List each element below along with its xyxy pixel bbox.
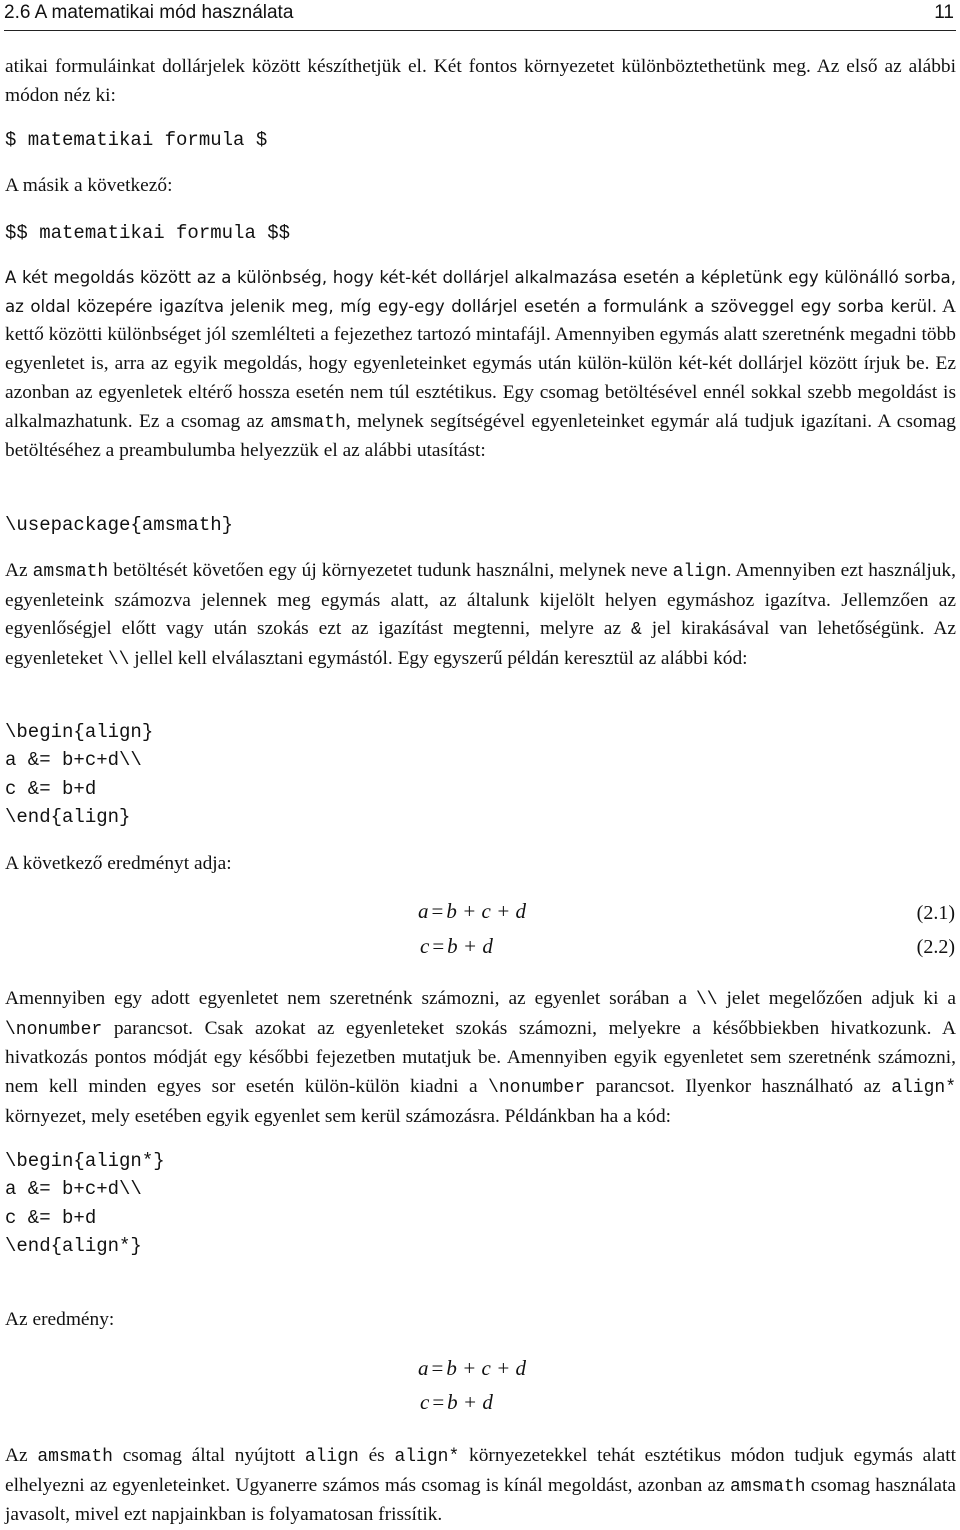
equation-4 <box>420 1390 493 1415</box>
eq-equals: = <box>432 1390 445 1414</box>
eq-lhs: a <box>418 899 429 923</box>
paragraph-align-env <box>5 557 956 675</box>
text: csomag használata javasolt, mivel ezt napjainkban is folyamatosan frissítik. <box>5 1474 956 1526</box>
paragraph-conclusion <box>5 1442 956 1530</box>
code-amsmath: amsmath <box>32 562 109 582</box>
code-ampersand: & <box>630 620 642 641</box>
eq-rhs: b + d <box>447 1390 493 1414</box>
code-align-star-line-4: \end{align*} <box>5 1235 142 1257</box>
text: környezetekkel tehát esztétikus módon tudjuk egymás alatt elhelyezni az egyenleteinket. Ugyanerre számos más csomag is kínál megoldást, azonban az <box>5 1445 956 1496</box>
text: és <box>358 1445 395 1466</box>
code-display-math: $$ matematikai formula $$ <box>5 222 291 244</box>
eq-equals: = <box>432 934 445 958</box>
paragraph-intro: atikai formuláinkat dollárjelek között készíthetjük el. Két fontos környezetet különböztethetünk meg. Az első az alábbi módon néz ki: <box>5 56 956 106</box>
text: jelet megelőzően adjuk ki a <box>717 988 957 1009</box>
paragraph-nonumber <box>5 985 956 1132</box>
paragraph-result-intro: A következő eredményt adja: <box>5 853 232 874</box>
text: . Amennyiben ezt használjuk, egyenleteink számozva jelennek meg egymás alatt, az általunk kijelölt helyen egymáshoz igazítva. Jellemzően az egyenlőségjel előtt vagy után szokás ezt az igazítást megtenni, melyre az <box>5 560 956 640</box>
text: környezet, mely esetében egyik egyenlet sem kerül számozásra. Példánkban ha a kód: <box>5 1105 672 1127</box>
code-double-backslash: \\ <box>107 650 130 671</box>
code-double-backslash: \\ <box>695 990 718 1010</box>
eq-lhs: c <box>420 1390 430 1414</box>
text: jel kirakásával van lehetőségünk. Az egyenleteket <box>5 618 956 670</box>
code-align: align <box>672 562 727 582</box>
text: parancsot. Csak azokat az egyenleteket szokás számozni, melyekre a későbbiekben hivatkozunk. A hivatkozás pontos módját egy későbbi fejezetben mutatjuk be. Amennyiben egyik egyenletet sem szeretnénk számozni, nem kell minden egyes sor esetén külön-külön kiadni a <box>5 1017 956 1098</box>
code-align: align <box>304 1447 359 1467</box>
code-align-line-1: \begin{align} <box>5 721 154 743</box>
text: parancsot. Ilyenkor használható az <box>585 1076 892 1098</box>
eq-rhs: b + d <box>447 934 493 958</box>
paragraph-second: A másik a következő: <box>5 175 173 196</box>
code-amsmath: amsmath <box>729 1476 806 1497</box>
page-number: 11 <box>934 2 954 23</box>
paragraph-result-label: Az eredmény: <box>5 1309 115 1330</box>
equation-1 <box>418 899 526 924</box>
paragraph-difference <box>5 264 956 466</box>
running-header <box>4 0 956 31</box>
code-align-star-line-3: c &= b+d <box>5 1207 97 1229</box>
code-align-star-line-1: \begin{align*} <box>5 1150 165 1172</box>
eq-equals: = <box>431 1356 444 1380</box>
code-align-line-3: c &= b+d <box>5 778 97 800</box>
equation-number-2: (2.2) <box>916 936 955 958</box>
text: , melynek segítségével egyenleteinket egymár alá tudjuk igazítani. A csomag betöltéséhez a preambulumba helyezzük el az alábbi utasítást: <box>5 410 956 462</box>
eq-rhs: b + c + d <box>446 1356 527 1380</box>
section-title: 2.6 A matematikai mód használata <box>4 2 294 23</box>
text: Amennyiben egy adott egyenletet nem szeretnénk számozni, az egyenlet sorában a <box>5 988 696 1009</box>
code-nonumber: \nonumber <box>488 1078 586 1099</box>
code-inline-math: $ matematikai formula $ <box>5 129 268 151</box>
code-amsmath: amsmath <box>270 412 346 433</box>
eq-lhs: a <box>418 1356 429 1380</box>
equation-number-1: (2.1) <box>916 902 955 924</box>
text: Az <box>5 1445 38 1466</box>
code-align-star-line-2: a &= b+c+d\\ <box>5 1178 142 1200</box>
eq-rhs: b + c + d <box>446 899 527 923</box>
text: betöltését követően egy új környezetet tudunk használni, melynek neve <box>108 560 673 581</box>
code-align-star: align* <box>394 1447 460 1467</box>
code-usepackage: \usepackage{amsmath} <box>5 514 234 536</box>
text: jellel kell elválasztani egymástól. Egy egyszerű példán keresztül az alábbi kód: <box>129 648 748 670</box>
sans-text: A két megoldás között az a különbség, hogy két-két dollárjel alkalmazása esetén a képletünk egy különálló sorba, az oldal közepére igazítva jelenik meg, míg egy-egy dollárjel esetén a formulánk a szöveggel egy sorba kerül. <box>5 268 956 316</box>
eq-equals: = <box>431 899 444 923</box>
text: Az <box>5 560 33 581</box>
equation-2 <box>420 934 493 959</box>
code-align-line-4: \end{align} <box>5 806 131 828</box>
eq-lhs: c <box>420 934 430 958</box>
code-align-line-2: a &= b+c+d\\ <box>5 749 142 771</box>
text: csomag által nyújtott <box>112 1445 305 1466</box>
code-amsmath: amsmath <box>37 1447 113 1467</box>
text: A kettő közötti különbséget jól szemlélteti a fejezethez tartozó mintafájl. Amennyiben egymás alatt szeretnénk megadni több egyenletet is, arra az egyik megoldás, hogy egyenleteinket egymás után külön-külön két-két dollárjel között írjuk be. Ez azonban az egyenletek eltérő hossza esetén nem túl esztétikus. Egy csomag betöltésével ennél sokkal szebb megoldást is alkalmazhatunk. Ez a csomag az <box>5 295 956 432</box>
equation-3 <box>418 1356 526 1381</box>
code-nonumber: \nonumber <box>5 1019 103 1040</box>
code-align-star: align* <box>891 1078 957 1099</box>
